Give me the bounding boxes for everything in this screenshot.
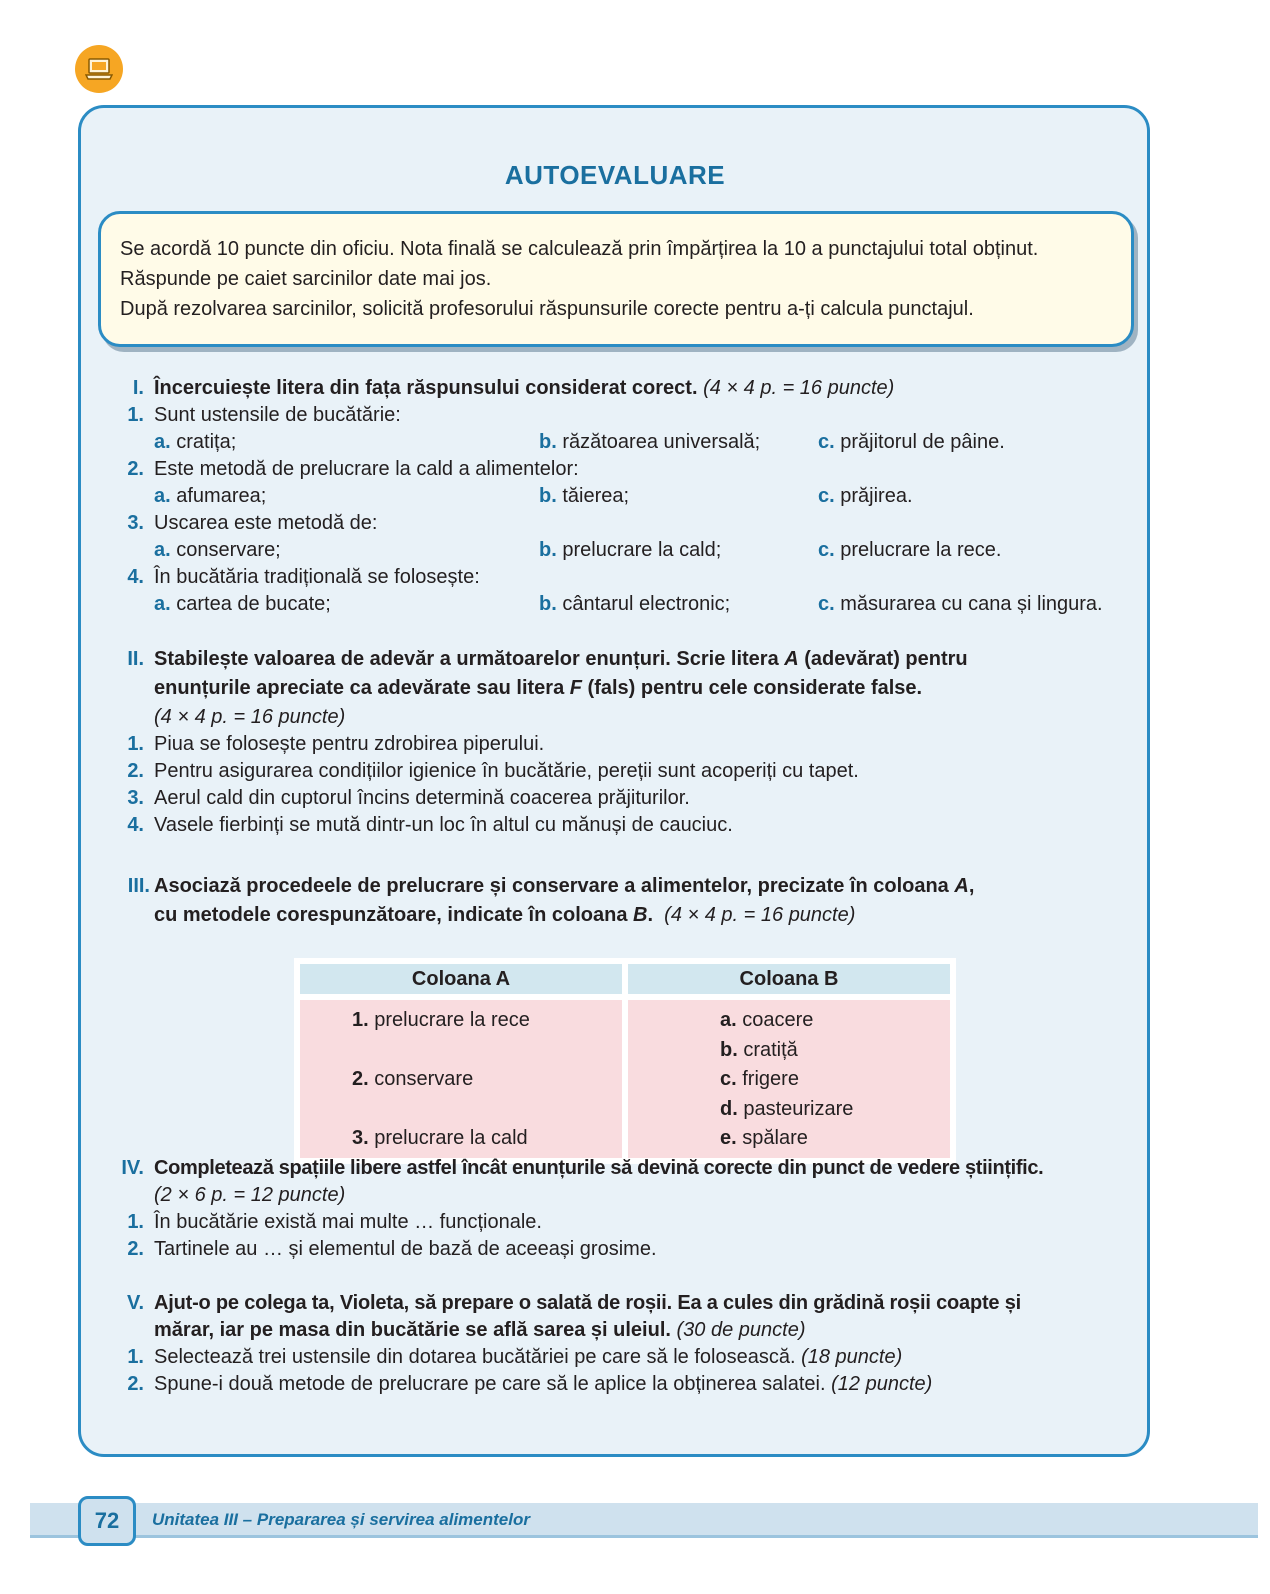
answer-option — [818, 590, 1103, 618]
option-letter: b. — [539, 485, 557, 507]
item-text: cratiță — [743, 1038, 798, 1061]
section-instruction — [154, 645, 968, 673]
statement-text: Vasele fierbinți se mută dintr-un loc în altul cu mănuși de cauciuc. — [154, 814, 733, 836]
column-b-item — [720, 1095, 950, 1125]
option-text: conservare; — [176, 539, 281, 561]
laptop-icon — [85, 57, 113, 81]
instruction-text: Stabilește valoarea de adevăr a următoarelor enunțuri. Scrie litera — [154, 648, 785, 670]
column-a-item — [352, 1006, 622, 1036]
item-number: 4. — [127, 566, 144, 588]
item-letter: b. — [720, 1038, 738, 1061]
info-line: După rezolvarea sarcinilor, solicită profesorului răspunsurile corecte pentru a-ți calcula punctajul. — [120, 298, 974, 320]
option-text: prăjirea. — [840, 485, 913, 507]
instruction-text: (fals) pentru cele considerate false. — [581, 677, 923, 699]
section-instruction — [154, 1316, 805, 1344]
answer-option — [818, 482, 913, 510]
item-text: prelucrare la cald — [374, 1127, 528, 1149]
section-numeral: III. — [127, 875, 150, 897]
points-text: (30 de puncte) — [676, 1319, 806, 1341]
option-letter: c. — [818, 593, 835, 615]
answer-option — [539, 482, 629, 510]
column-a-header: Coloana A — [300, 964, 622, 994]
item-number: 1. — [352, 1009, 369, 1031]
points-text: (4 × 4 p. = 16 puncte) — [703, 377, 895, 399]
statement-text: Pentru asigurarea condițiilor igienice în bucătărie, pereții sunt acoperiți cu tapet. — [154, 760, 859, 782]
answer-option — [154, 428, 236, 456]
option-letter: c. — [818, 539, 835, 561]
page-number: 72 — [78, 1496, 136, 1546]
footer-unit-title: Unitatea III – Prepararea și servirea alimentelor — [152, 1510, 530, 1529]
task-description: Selectează trei ustensile din dotarea bucătăriei pe care să le folosească. — [154, 1346, 796, 1368]
instruction-text: , — [968, 875, 975, 897]
column-a-item — [352, 1065, 622, 1095]
question-text: Este metodă de prelucrare la cald a alimentelor: — [154, 458, 579, 480]
instruction-text: Încercuiește litera din fața răspunsului considerat corect. — [154, 377, 698, 399]
points-text: (12 puncte) — [831, 1373, 933, 1395]
column-b-cell — [628, 1000, 950, 1158]
option-letter: b. — [539, 539, 557, 561]
option-text: prelucrare la rece. — [840, 539, 1002, 561]
task-text — [154, 1343, 902, 1371]
column-a-item — [352, 1124, 622, 1154]
points-text: (2 × 6 p. = 12 puncte) — [154, 1184, 346, 1206]
item-text: coacere — [742, 1009, 814, 1031]
question-text: În bucătăria tradițională se folosește: — [154, 566, 480, 588]
section-instruction — [154, 374, 894, 402]
item-number: 1. — [127, 1211, 144, 1233]
statement-text: Tartinele au … și elementul de bază de aceeași grosime. — [154, 1238, 657, 1260]
item-number: 3. — [127, 787, 144, 809]
option-text: măsurarea cu cana și lingura. — [840, 593, 1103, 615]
item-text: pasteurizare — [743, 1097, 854, 1120]
item-number: 1. — [127, 733, 144, 755]
instruction-letter: F — [569, 677, 582, 699]
task-description: Spune-i două metode de prelucrare pe care să le aplice la obținerea salatei. — [154, 1373, 826, 1395]
instruction-text: (adevărat) pentru — [798, 648, 968, 670]
answer-option — [539, 536, 721, 564]
option-text: răzătoarea universală; — [562, 431, 761, 453]
question-text: Uscarea este metodă de: — [154, 512, 378, 534]
column-b-header: Coloana B — [628, 964, 950, 994]
statement-text: Aerul cald din cuptorul încins determină coacerea prăjiturilor. — [154, 787, 690, 809]
question-text: Sunt ustensile de bucătărie: — [154, 404, 401, 426]
column-b-item — [720, 1065, 950, 1095]
instruction-text: . — [647, 904, 654, 926]
option-letter: b. — [539, 593, 557, 615]
item-number: 3. — [352, 1127, 369, 1149]
answer-option — [818, 428, 1005, 456]
option-text: cântarul electronic; — [562, 593, 731, 615]
option-text: cartea de bucate; — [176, 593, 331, 615]
page-title: AUTOEVALUARE — [504, 160, 726, 190]
option-letter: a. — [154, 485, 171, 507]
info-line: Se acordă 10 puncte din oficiu. Nota finală se calculează prin împărțirea la 10 a punctajului total obținut. — [120, 238, 1039, 260]
section-numeral: V. — [126, 1292, 144, 1314]
item-letter: d. — [720, 1097, 738, 1120]
option-letter: a. — [154, 431, 171, 453]
item-number: 3. — [127, 512, 144, 534]
item-text: prelucrare la rece — [374, 1009, 530, 1031]
option-letter: b. — [539, 431, 557, 453]
section-instruction: Completează spațiile libere astfel încât enunțurile să devină corecte din punct de vedere științific. — [154, 1157, 1044, 1179]
option-text: afumarea; — [176, 485, 267, 507]
item-number: 2. — [352, 1068, 369, 1090]
column-b-item — [720, 1124, 950, 1154]
column-b-item — [720, 1036, 950, 1066]
laptop-badge — [75, 45, 123, 93]
column-a-cell — [300, 1000, 622, 1158]
statement-text: În bucătărie există mai multe … funcționale. — [154, 1211, 542, 1233]
column-b-item — [720, 1006, 950, 1036]
section-numeral: I. — [132, 377, 144, 399]
section-instruction — [154, 872, 974, 900]
option-text: prelucrare la cald; — [562, 539, 722, 561]
item-letter: a. — [720, 1009, 737, 1031]
section-instruction — [154, 674, 922, 702]
option-letter: a. — [154, 593, 171, 615]
option-letter: a. — [154, 539, 171, 561]
item-text: frigere — [742, 1068, 799, 1090]
points-text: (4 × 4 p. = 16 puncte) — [154, 706, 346, 728]
points-text: (18 puncte) — [801, 1346, 903, 1368]
section-instruction — [154, 901, 855, 929]
item-number: 1. — [127, 404, 144, 426]
points-text: (4 × 4 p. = 16 puncte) — [664, 904, 856, 926]
item-letter: e. — [720, 1127, 737, 1149]
instruction-text: Asociază procedeele de prelucrare și conservare a alimentelor, precizate în coloana — [154, 875, 955, 897]
item-number: 1. — [127, 1346, 144, 1368]
section-instruction: Ajut-o pe colega ta, Violeta, să prepare o salată de roșii. Ea a cules din grădină roșii coapte și — [154, 1292, 1021, 1314]
statement-text: Piua se folosește pentru zdrobirea piperului. — [154, 733, 545, 755]
matching-table — [294, 958, 956, 1164]
item-number: 2. — [127, 1238, 144, 1260]
instruction-text: cu metodele corespunzătoare, indicate în coloana — [154, 904, 634, 926]
item-letter: c. — [720, 1068, 737, 1090]
option-letter: c. — [818, 431, 835, 453]
task-text — [154, 1370, 932, 1398]
info-line: Răspunde pe caiet sarcinilor date mai jos. — [120, 268, 492, 290]
item-number: 2. — [127, 1373, 144, 1395]
section-numeral: II. — [127, 648, 144, 670]
answer-option — [539, 428, 760, 456]
instructions-box — [98, 211, 1134, 347]
answer-option — [818, 536, 1001, 564]
option-text: prăjitorul de pâine. — [840, 431, 1005, 453]
instruction-letter: A — [784, 648, 799, 670]
option-letter: c. — [818, 485, 835, 507]
option-text: cratița; — [176, 431, 237, 453]
item-text: spălare — [742, 1127, 808, 1149]
option-text: tăierea; — [562, 485, 630, 507]
answer-option — [154, 482, 266, 510]
answer-option — [154, 536, 281, 564]
answer-option — [539, 590, 730, 618]
answer-option — [154, 590, 331, 618]
item-text: conservare — [374, 1068, 474, 1090]
section-numeral: IV. — [121, 1157, 144, 1179]
item-number: 4. — [127, 814, 144, 836]
item-number: 2. — [127, 458, 144, 480]
instruction-letter: A — [954, 875, 969, 897]
instruction-text: mărar, iar pe masa din bucătărie se află sarea și uleiul. — [154, 1319, 671, 1341]
item-number: 2. — [127, 760, 144, 782]
instruction-letter: B — [633, 904, 648, 926]
instruction-text: enunțurile apreciate ca adevărate sau litera — [154, 677, 570, 699]
